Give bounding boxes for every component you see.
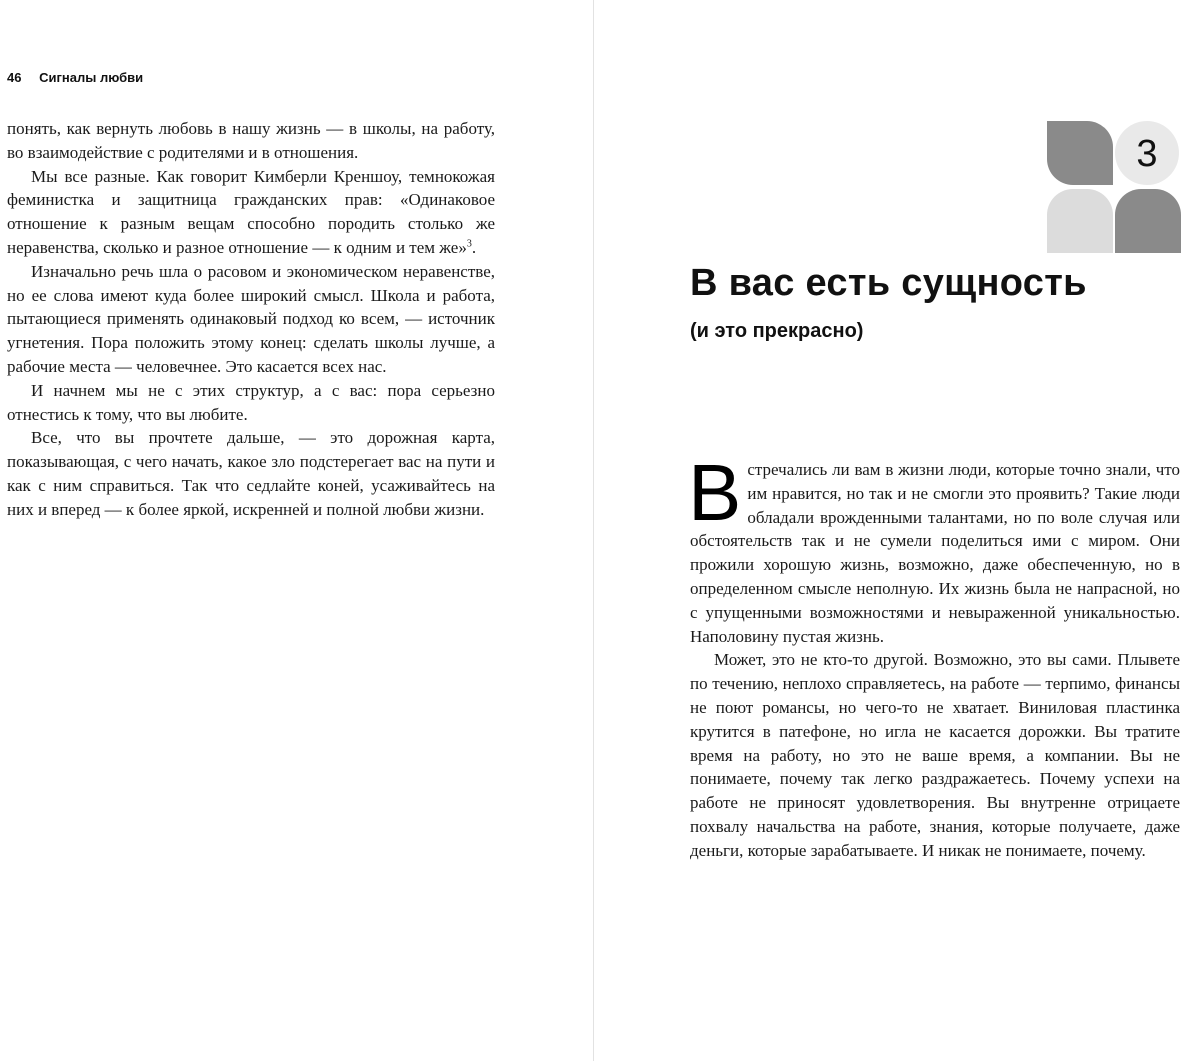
- paragraph: понять, как вернуть любовь в нашу жизнь — в школы, на работу, во взаимодействие с родителями и в отношения.: [7, 119, 495, 162]
- paragraph-with-footnote: [7, 165, 495, 260]
- paragraph-tail: .: [471, 237, 477, 257]
- chapter-title: В вас есть сущность: [690, 262, 1087, 304]
- paragraph-text: стречались ли вам в жизни люди, которые точно знали, что им нравится, но так и не смогли это проявить? Такие люди обладали врожденными талантами, но по воле случая или обстоятельств так и не сумели поделиться ими с миром. Они прожили хорошую жизнь, возможно, даже обеспеченную, но в определенном смысле неполную. Их жизнь была не напрасной, но с упущенными возможностями и невыраженной уникальностью. Наполовину пустая жизнь.: [690, 460, 1180, 646]
- chapter-number-emblem: [1047, 121, 1181, 253]
- right-page: [594, 0, 1184, 1061]
- paragraph: И начнем мы не с этих структур, а с вас: пора серьезно отнестись к тому, что вы любите.: [7, 380, 495, 424]
- chapter-number: 3: [1136, 133, 1158, 175]
- emblem-petal-top-left: [1047, 121, 1113, 185]
- paragraph-text: Мы все разные. Как говорит Кимберли Креншоу, темнокожая феминистка и защитница гражданских прав: «Одинаковое отношение к разным вещам способно породить столько же неравенства, сколько и разное отношение — к одним и тем же»: [7, 166, 495, 257]
- page-number: 46: [7, 70, 22, 85]
- emblem-petal-bottom-right: [1115, 189, 1181, 253]
- drop-cap: В: [688, 448, 742, 537]
- left-body-text: [7, 117, 495, 522]
- emblem-petal-bottom-left: [1047, 189, 1113, 253]
- chapter-subtitle: (и это прекрасно): [690, 320, 864, 342]
- opening-paragraph: [688, 448, 1180, 648]
- running-header: [7, 70, 143, 85]
- paragraph: Все, что вы прочтете дальше, — это дорожная карта, показывающая, с чего начать, какое зло подстерегает вас на пути и как с ним справиться. Так что седлайте коней, усаживайтесь на них и вперед — к более яркой, искренней и полной любви жизни.: [7, 428, 495, 519]
- running-title: Сигналы любви: [39, 70, 144, 85]
- paragraph: Может, это не кто-то другой. Возможно, это вы сами. Плывете по течению, неплохо справляетесь, на работе — терпимо, финансы не поют романсы, но чего-то не хватает. Виниловая пластинка крутится в патефоне, но игла не касается дорожки. Вы тратите время на работу, но это не ваше время, а компании. Вы не понимаете, почему так легко раздражаетесь. Почему успехи на работе не приносят удовлетворения. Вы внутренне отрицаете похвалу начальства на работе, знания, которые получаете, даже деньги, которые зарабатываете. И никак не понимаете, почему.: [690, 650, 1180, 860]
- paragraph: Изначально речь шла о расовом и экономическом неравенстве, но ее слова имеют куда более широкий смысл. Школа и работа, пытающиеся применять одинаковый подход ко всем, — источник угнетения. Пора положить этому конец: сделать школы лучше, а рабочие места — человечнее. Это касается всех нас.: [7, 261, 495, 376]
- right-body-text: [688, 448, 1180, 863]
- footnote-reference[interactable]: 3: [466, 238, 472, 250]
